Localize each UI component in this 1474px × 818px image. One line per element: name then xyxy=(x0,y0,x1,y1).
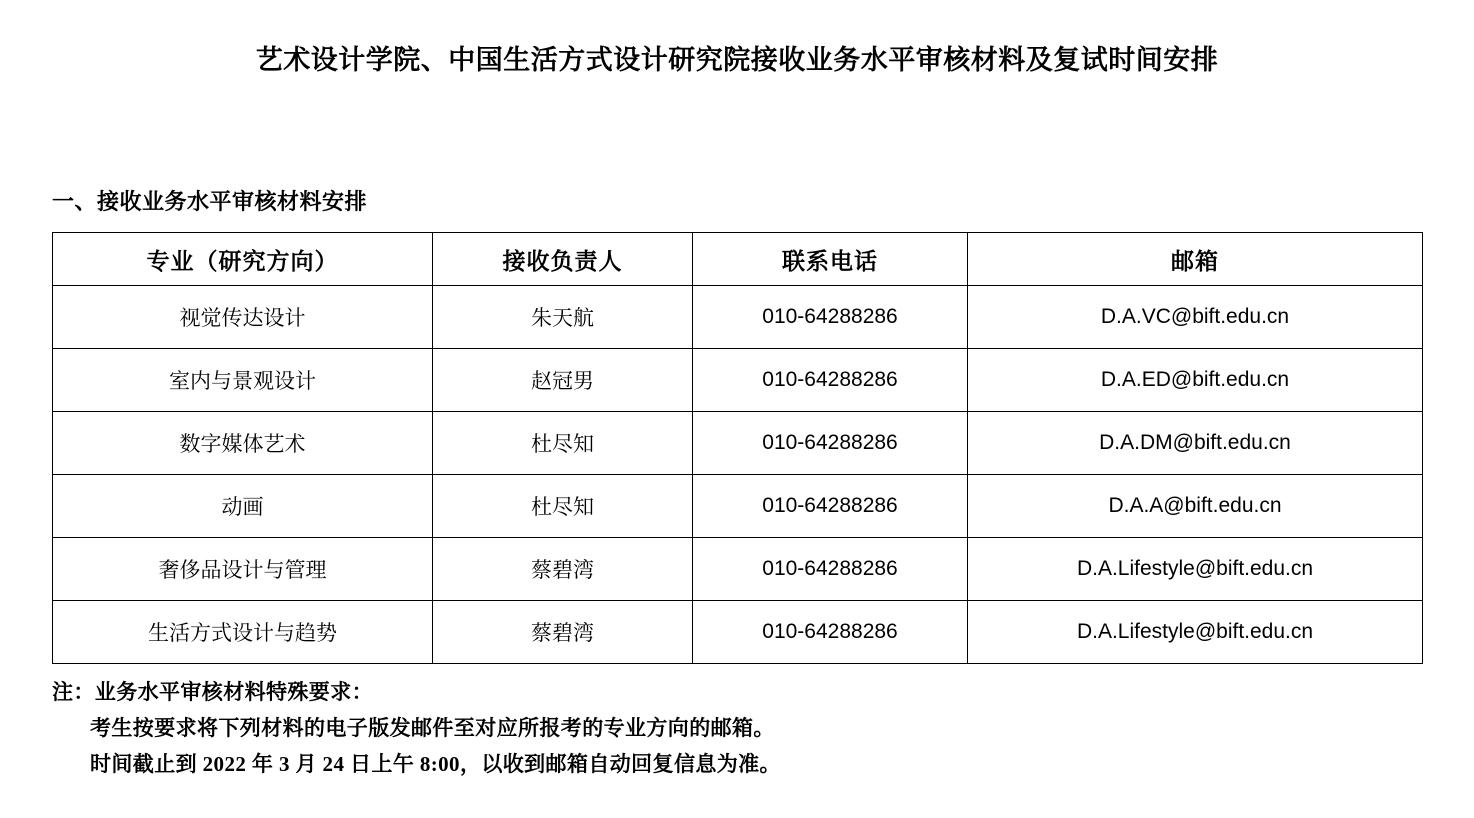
document-page xyxy=(0,38,1474,818)
notes-block xyxy=(52,674,1422,782)
cell-email: D.A.DM@bift.edu.cn xyxy=(968,412,1423,475)
table-row xyxy=(53,538,1423,601)
cell-person: 杜尽知 xyxy=(433,475,693,538)
table-row xyxy=(53,601,1423,664)
cell-major: 奢侈品设计与管理 xyxy=(53,538,433,601)
cell-person: 朱天航 xyxy=(433,286,693,349)
cell-person: 赵冠男 xyxy=(433,349,693,412)
cell-email: D.A.Lifestyle@bift.edu.cn xyxy=(968,538,1423,601)
cell-phone: 010-64288286 xyxy=(693,475,968,538)
cell-major: 视觉传达设计 xyxy=(53,286,433,349)
table-header-row xyxy=(53,233,1423,286)
cell-phone: 010-64288286 xyxy=(693,538,968,601)
cell-phone: 010-64288286 xyxy=(693,412,968,475)
contact-table xyxy=(52,232,1423,664)
cell-email: D.A.A@bift.edu.cn xyxy=(968,475,1423,538)
section-heading: 一、接收业务水平审核材料安排 xyxy=(52,189,368,214)
cell-phone: 010-64288286 xyxy=(693,349,968,412)
column-header-email: 邮箱 xyxy=(968,233,1423,286)
note-line-submission: 考生按要求将下列材料的电子版发邮件至对应所报考的专业方向的邮箱。 xyxy=(90,716,775,741)
cell-phone: 010-64288286 xyxy=(693,601,968,664)
cell-person: 蔡碧湾 xyxy=(433,538,693,601)
cell-email: D.A.Lifestyle@bift.edu.cn xyxy=(968,601,1423,664)
table-row xyxy=(53,349,1423,412)
cell-major: 生活方式设计与趋势 xyxy=(53,601,433,664)
column-header-major: 专业（研究方向） xyxy=(53,233,433,286)
table-row xyxy=(53,412,1423,475)
column-header-person: 接收负责人 xyxy=(433,233,693,286)
cell-email: D.A.ED@bift.edu.cn xyxy=(968,349,1423,412)
cell-major: 数字媒体艺术 xyxy=(53,412,433,475)
cell-phone: 010-64288286 xyxy=(693,286,968,349)
page-title: 艺术设计学院、中国生活方式设计研究院接收业务水平审核材料及复试时间安排 xyxy=(255,45,1219,75)
column-header-phone: 联系电话 xyxy=(693,233,968,286)
cell-major: 动画 xyxy=(53,475,433,538)
cell-major: 室内与景观设计 xyxy=(53,349,433,412)
table-row xyxy=(53,286,1423,349)
note-line-requirements: 注：业务水平审核材料特殊要求： xyxy=(52,680,373,704)
note-line-deadline: 时间截止到 2022 年 3 月 24 日上午 8:00，以收到邮箱自动回复信息为准。 xyxy=(90,752,781,777)
table-row xyxy=(53,475,1423,538)
cell-person: 蔡碧湾 xyxy=(433,601,693,664)
cell-email: D.A.VC@bift.edu.cn xyxy=(968,286,1423,349)
cell-person: 杜尽知 xyxy=(433,412,693,475)
